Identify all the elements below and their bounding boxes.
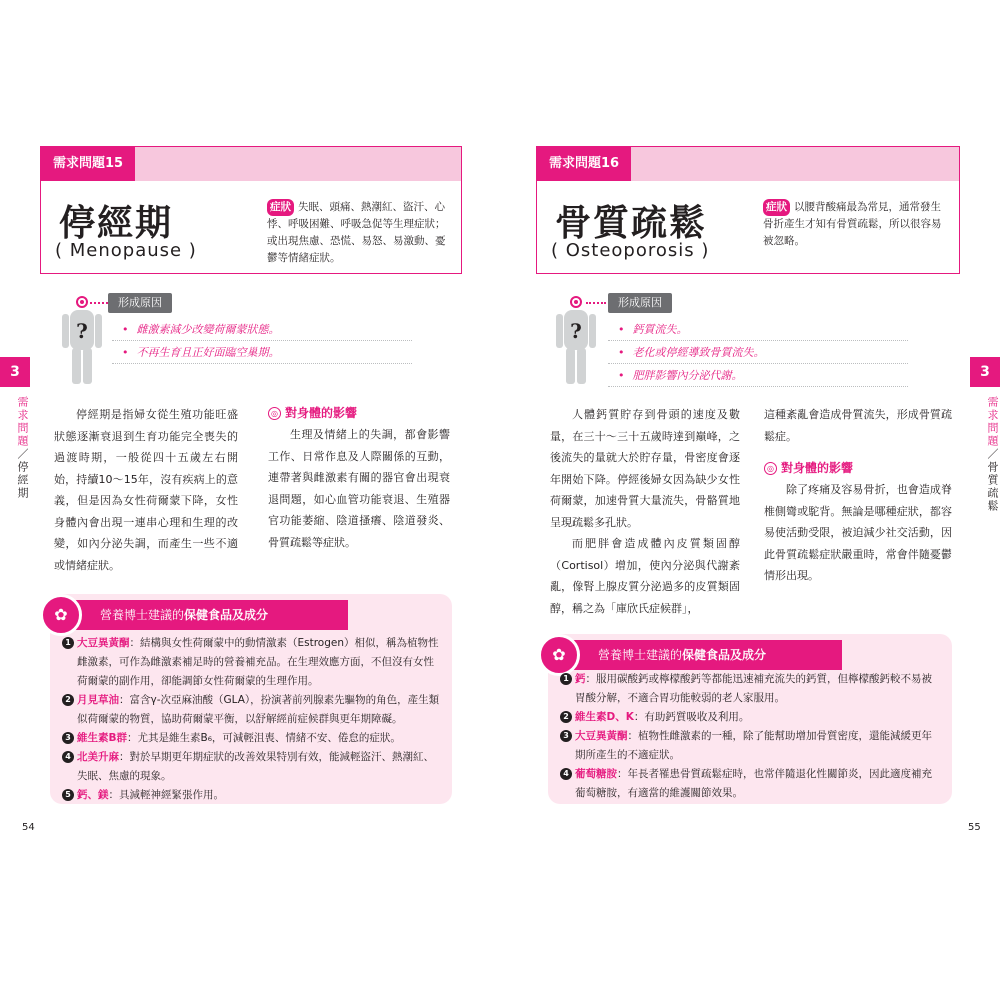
rec-item: 2 月見草油：富含γ-次亞麻油酸（GLA），扮演著前列腺素先驅物的角色，產生類似荷爾蒙的物質，協助荷爾蒙平衡，以舒解經前症候群與更年期障礙。 (62, 691, 440, 729)
rec-item: 5 鈣、鎂：具減輕神經緊張作用。 (62, 786, 440, 805)
target-icon: ◎ (764, 462, 777, 475)
symptoms (267, 199, 453, 267)
cause-connector (90, 302, 108, 304)
symptom-badge: 症狀 (267, 199, 294, 216)
person-question-icon (60, 296, 104, 386)
body-paragraph: 而肥胖會造成體內皮質類固醇（Cortisol）增加，使內分泌與代謝紊亂，像腎上腺皮質分泌過多的皮質類固醇，稱之為「庫欣氏症候群」， (550, 537, 740, 615)
chapter-number: 3 (0, 357, 30, 387)
body-paragraph: 停經期是指婦女從生殖功能旺盛狀態逐漸衰退到生育功能完全喪失的過渡時期，一般從四十五歲左右開始，持續10～15年，沒有疾病上的意義，但是因為女性荷爾蒙下降，女性身體內會出現一連串心理和生理的改變，如內分泌失調，而產生一些不適或情緒症狀。 (54, 408, 238, 572)
question-tab: 需求問題16 (537, 147, 631, 181)
cause-item: • 老化或停經導致骨質流失。 (608, 343, 908, 364)
cause-label: 形成原因 (108, 293, 172, 313)
effect-paragraph: 生理及情緒上的失調，都會影響工作、日常作息及人際關係的互動，連帶著與雌激素有關的器官會出現衰退問題，如心血管功能衰退、生殖器官功能萎縮、陰道搔癢、陰道發炎、骨質疏鬆等症狀。 (268, 428, 450, 549)
person-question-icon (554, 296, 598, 386)
recommendation-box (548, 634, 952, 804)
recommendation-list (62, 634, 440, 805)
page-title-english: ( Menopause ) (55, 240, 197, 261)
body-paragraph-cont: 這種紊亂會造成骨質流失，形成骨質疏鬆症。 (764, 408, 952, 443)
page-title: 骨質疏鬆 (555, 203, 708, 244)
rec-title-a: 營養博士建議的 (100, 608, 185, 622)
left-header-card (40, 146, 462, 274)
chapter-side-label (0, 396, 30, 500)
cause-label: 形成原因 (608, 293, 672, 313)
cause-list (608, 320, 908, 389)
recommendation-list (560, 670, 940, 803)
second-column (764, 404, 952, 587)
page-number: 55 (968, 822, 981, 833)
effect-paragraph: 除了疼痛及容易骨折，也會造成脊椎側彎或駝背。無論是哪種症狀，都容易使活動受限，被迫減少社交活動，因此骨質疏鬆症狀嚴重時，常會伴隨憂鬱情形出現。 (764, 483, 952, 582)
main-text (54, 404, 238, 576)
nutrition-icon: ✿ (538, 634, 580, 676)
right-header-card (536, 146, 960, 274)
rec-item: 2 維生素D、K：有助鈣質吸收及利用。 (560, 708, 940, 727)
side-label-main: 需求問題 (16, 396, 29, 448)
rec-item: 4 葡萄糖胺：年長者罹患骨質疏鬆症時，也常伴隨退化性關節炎，因此適度補充葡萄糖胺，有適當的維護關節效果。 (560, 765, 940, 803)
symptom-text: 以腰背酸痛最為常見，通常發生骨折產生才知有骨質疏鬆，所以很容易被忽略。 (763, 201, 942, 247)
page-title: 停經期 (59, 203, 174, 244)
nutrition-icon: ✿ (40, 594, 82, 636)
rec-item: 3 大豆異黃酮：植物性雌激素的一種，除了能幫助增加骨質密度，還能減緩更年期所產生的不適症狀。 (560, 727, 940, 765)
recommendation-header (542, 640, 842, 670)
page-number: 54 (22, 822, 35, 833)
cause-item: • 肥胖影響內分泌代謝。 (608, 366, 908, 387)
rec-item: 1 鈣：服用碳酸鈣或檸檬酸鈣等都能迅速補充流失的鈣質，但檸檬酸鈣較不易被胃酸分解，不適合胃功能較弱的老人家服用。 (560, 670, 940, 708)
effect-heading: ◎ 對身體的影響 (764, 457, 952, 479)
symptoms (763, 199, 951, 250)
side-label-topic: ／停經期 (16, 448, 29, 500)
side-label-main: 需求問題 (986, 396, 999, 448)
chapter-side-label (970, 396, 1000, 513)
recommendation-header (44, 600, 348, 630)
symptom-text: 失眠、頭痛、熱潮紅、盜汗、心悸、呼吸困難、呼吸急促等生理症狀；或出現焦慮、恐慌、易怒、易激動、憂鬱等情緒症狀。 (267, 201, 446, 264)
symptom-badge: 症狀 (763, 199, 790, 216)
right-page (500, 0, 1000, 1000)
cause-item: • 不再生育且正好面臨空巢期。 (112, 343, 412, 364)
main-text (550, 404, 740, 619)
svg-text:?: ? (76, 319, 88, 343)
side-label-topic: ／骨質疏鬆 (986, 448, 999, 513)
cause-connector (586, 302, 606, 304)
target-icon: ◎ (268, 407, 281, 420)
chapter-number: 3 (970, 357, 1000, 387)
cause-item: • 雌激素減少改變荷爾蒙狀態。 (112, 320, 412, 341)
rec-title-a: 營養博士建議的 (598, 648, 683, 662)
cause-item: • 鈣質流失。 (608, 320, 908, 341)
effect-heading: ◎ 對身體的影響 (268, 402, 450, 424)
rec-item: 1 大豆異黃酮：結構與女性荷爾蒙中的動情激素（Estrogen）相似，稱為植物性雌激素，可作為雌激素補足時的營養補充品。在生理效應方面，不但沒有女性荷爾蒙的副作用，卻能調節女性荷爾蒙的生理作用。 (62, 634, 440, 691)
effect-section (268, 402, 450, 553)
rec-item: 3 維生素B群：尤其是維生素B₆，可減輕沮喪、情緒不安、倦怠的症狀。 (62, 729, 440, 748)
rec-item: 4 北美升麻：對於早期更年期症狀的改善效果特別有效，能減輕盜汗、熱潮紅、失眠、焦慮的現象。 (62, 748, 440, 786)
recommendation-box (50, 594, 452, 804)
question-tab: 需求問題15 (41, 147, 135, 181)
rec-title-b: 保健食品及成分 (184, 608, 269, 622)
rec-title-b: 保健食品及成分 (682, 648, 767, 662)
cause-list (112, 320, 412, 366)
page-title-english: ( Osteoporosis ) (551, 240, 710, 261)
body-paragraph: 人體鈣質貯存到骨頭的速度及數量，在三十～三十五歲時達到巔峰，之後流失的量就大於貯存量，骨密度會逐年開始下降。停經後婦女因為缺少女性荷爾蒙，加速骨質大量流失，骨骼質地呈現疏鬆多孔狀。 (550, 408, 740, 529)
svg-text:?: ? (570, 319, 582, 343)
